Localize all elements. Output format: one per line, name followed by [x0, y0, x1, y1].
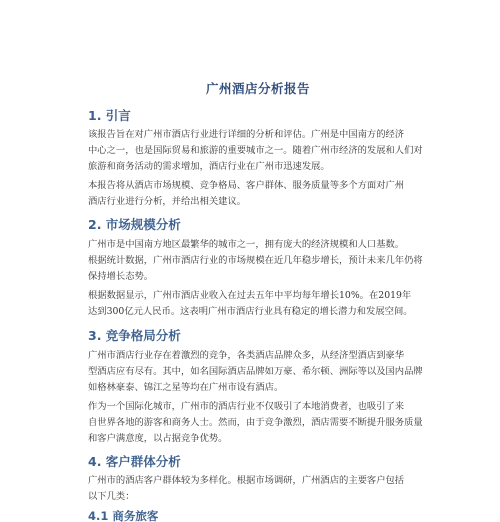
paragraph-line: 广州市是中国南方地区最繁华的城市之一，拥有庞大的经济规模和人口基数。	[88, 239, 405, 250]
paragraph-line: 中心之一，也是国际贸易和旅游的重要城市之一。随着广州市经济的发展和人们对	[88, 145, 423, 156]
paragraph-line: 型酒店应有尽有。其中，如名国际酒店品牌如万豪、希尔顿、洲际等以及国内品牌	[88, 366, 423, 377]
paragraph-line: 达到300亿元人民币。这表明广州市酒店行业具有稳定的增长潜力和发展空间。	[88, 306, 413, 317]
paragraph-line: 如格林豪泰、锦江之星等均在广州市设有酒店。	[88, 382, 284, 393]
paragraph-line: 旅游和商务活动的需求增加，酒店行业在广州市迅速发展。	[88, 161, 330, 172]
paragraph-line: 作为一个国际化城市，广州市的酒店行业不仅吸引了本地消费者，也吸引了来	[88, 401, 405, 412]
paragraph-line: 以下几类：	[88, 491, 135, 502]
paragraph-line: 自世界各地的游客和商务人士。然而，由于竞争激烈，酒店需要不断提升服务质量	[88, 417, 423, 428]
section-heading-market-size: 2. 市场规模分析	[88, 217, 181, 232]
paragraph-line: 和客户满意度，以占据竞争优势。	[88, 433, 228, 444]
paragraph	[88, 399, 428, 447]
paragraph-line: 保持增长态势。	[88, 271, 154, 282]
paragraph-line: 根据数据显示，广州市酒店业收入在过去五年中平均每年增长10%。在2019年	[88, 290, 412, 301]
subheading-business-travelers: 4.1 商务旅客	[88, 509, 159, 522]
paragraph-line: 本报告将从酒店市场规模、竞争格局、客户群体、服务质量等多个方面对广州	[88, 180, 405, 191]
section-heading-competition: 3. 竞争格局分析	[88, 328, 181, 343]
paragraph	[88, 348, 428, 396]
paragraph	[88, 288, 428, 320]
paragraph-line: 广州市酒店行业存在着激烈的竞争，各类酒店品牌众多，从经济型酒店到豪华	[88, 350, 405, 361]
paragraph	[88, 127, 428, 175]
section-heading-customer-groups: 4. 客户群体分析	[88, 454, 181, 469]
paragraph-line: 酒店行业进行分析，并给出相关建议。	[88, 196, 247, 207]
paragraph	[88, 237, 428, 285]
paragraph-line: 该报告旨在对广州市酒店行业进行详细的分析和评估。广州是中国南方的经济	[88, 129, 405, 140]
document-title: 广州酒店分析报告	[205, 81, 310, 96]
subheading-partial	[88, 508, 158, 522]
paragraph	[88, 178, 428, 210]
paragraph	[88, 473, 428, 505]
paragraph-line: 广州市的酒店客户群体较为多样化。根据市场调研，广州酒店的主要客户包括	[88, 475, 405, 486]
section-heading-introduction: 1. 引言	[88, 108, 131, 123]
paragraph-line: 根据统计数据，广州市酒店行业的市场规模在近几年稳步增长，预计未来几年仍将	[88, 255, 423, 266]
